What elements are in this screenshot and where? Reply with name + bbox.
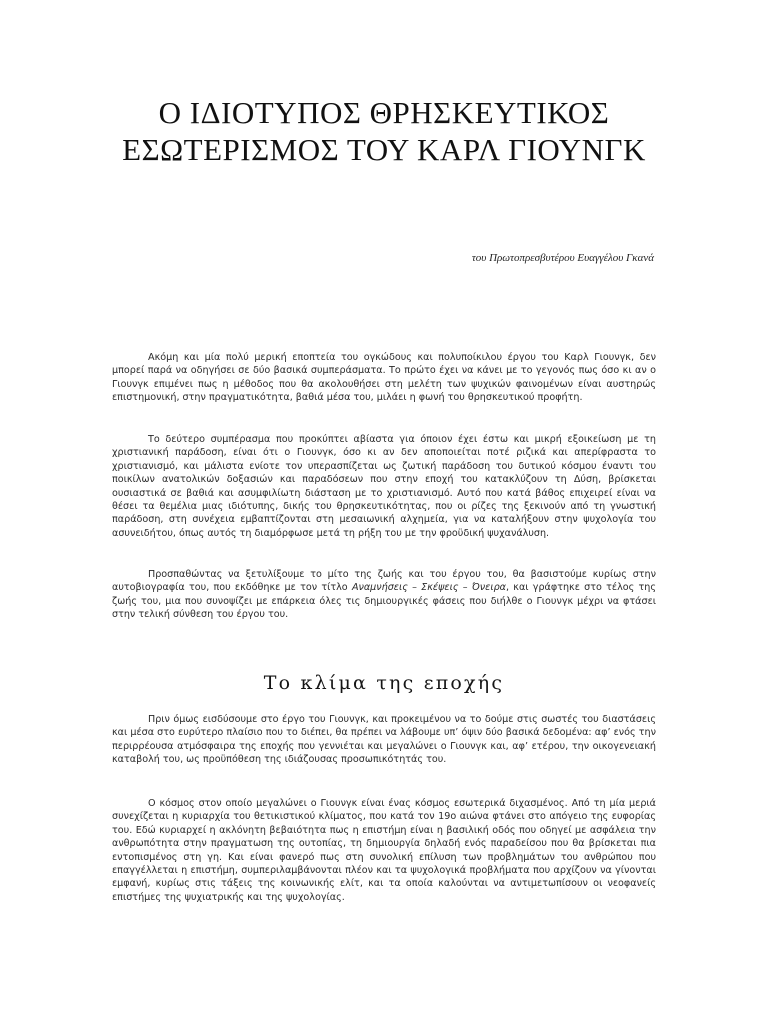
section-heading: Το κλίμα της εποχής <box>263 672 505 694</box>
author-line: του Πρωτοπρεσβυτέρου Ευαγγέλου Γκανά <box>471 252 654 264</box>
paragraph-4: Πριν όμως εισδύσουμε στο έργο του Γιουνγκ, και προκειμένου να το δούμε στις σωστές του διαστάσεις και μέσα στο ευρύτερο πλαίσιο που το διέπει, θα πρέπει να λάβουμε υπ’ όψιν δύο βασικά δεδομένα: αφ’ ενός την περιρρέουσα ατμόσφαιρα της εποχής που γεννιέται και μεγαλώνει ο Γιουνγκ και, αφ’ ετέρου, την οικογενειακή καταβολή του, ως προϋπόθεση της ιδιάζουσας προσωπικότητάς του. <box>112 714 656 766</box>
paragraph-3-text-after: , και γράφτηκε στο τέλος της ζωής του, μια που συνοψίζει με επάρκεια όλες τις δημιουργικές φάσεις που διήλθε ο Γιουνγκ μέχρι να φτάσει στην τελική σύνθεση του έργου του. <box>112 582 656 621</box>
paragraph-3 <box>112 568 656 622</box>
paragraph-5: Ο κόσμος στον οποίο μεγαλώνει ο Γιουνγκ είναι ένας κόσμος εσωτερικά διχασμένος. Από τη μία μεριά συνεχίζεται η κυριαρχία του θετικιστικού κλίματος, που κατά τον 19ο αιώνα φτάνει στο απόγειο της ευφορίας του. Εδώ κυριαρχεί η ακλόνητη βεβαιότητα πως η επιστήμη είναι η βασιλική οδός που οδηγεί με ασφάλεια την ανθρωπότητα στην πραγματωση της ουτοπίας, τη δημιουργία δηλαδή ενός παραδείσου που θα βρίσκεται πια εντοπισμένος στη γη. Και είναι φανερό πως στη συνολική επίλυση των προβλημάτων του ανθρώπου που επαγγέλλεται η επιστήμη, συμπεριλαμβάνονται πλέον και τα ψυχολογικά προβλήματα που αρχίζουν να γίνονται εμφανή, κυρίως στις τάξεις της κοινωνικής ελίτ, και τα οποία καλούνται να αντιμετωπίσουν οι νεοφανείς επιστήμες της ψυχιατρικής και της ψυχολογίας. <box>112 798 656 903</box>
document-title: Ο ΙΔΙΟΤΥΠΟΣ ΘΡΗΣΚΕΥΤΙΚΟΣ ΕΣΩΤΕΡΙΣΜΟΣ ΤΟΥ ΚΑΡΛ ΓΙΟΥΝΓΚ <box>122 95 646 167</box>
book-title-italic: Αναμνήσεις – Σκέψεις – Όνειρα <box>351 582 507 594</box>
paragraph-1: Ακόμη και μία πολύ μερική εποπτεία του ογκώδους και πολυποίκιλου έργου του Καρλ Γιουνγκ, δεν μπορεί παρά να οδηγήσει σε δύο βασικά συμπεράσματα. Το πρώτο έχει να κάνει με το γεγονός πως όσο κι αν ο Γιουνγκ επιμένει πως η μέθοδος που θα ακολουθήσει στη μελέτη των ψυχικών φαινομένων είναι αυστηρώς επιστημονική, στην πραγματικότητα, βαθιά μέσα του, μιλάει η φωνή του θρησκευτικού προφήτη. <box>112 352 656 404</box>
paragraph-2: Το δεύτερο συμπέρασμα που προκύπτει αβίαστα για όποιον έχει έστω και μικρή εξοικείωση με τη χριστιανική παράδοση, είναι ότι ο Γιουνγκ, όσο κι αν δεν αποποιείται ποτέ ριζικά και απερίφραστα το χριστιανισμό, και μάλιστα ενίοτε τον υπερασπίζεται ως ζωτική παράδοση του δυτικού κόσμου έναντι του ποικίλων ανατολικών δοξασιών και παραδόσεων που στην εποχή του κατακλύζουν τη Δύση, βρίσκεται ουσιαστικά σε βαθιά και ασυμφιλίωτη διάσταση με το χριστιανισμό. Αυτό που κατά βάθος επιχειρεί είναι να θέσει τα θεμέλια μιας ιδιότυπης, δικής του θρησκευτικότητας, που οι ρίζες της ξεκινούν από τη γνωστική παράδοση, στη συνέχεια εμβαπτίζονται στη μεσαιωνική αλχημεία, για να καταλήξουν στην ψυχολογία του ασυνειδήτου, όπως αυτός τη διαμόρφωσε μετά τη ρήξη του με την φροϋδική ψυχανάλυση. <box>112 434 656 539</box>
paragraph-3-text-before: Προσπαθώντας να ξετυλίξουμε το μίτο της ζωής και του έργου του, θα βασιστούμε κυρίως στην αυτοβιογραφία του, που εκδόθηκε με τον τίτλο <box>112 569 656 594</box>
